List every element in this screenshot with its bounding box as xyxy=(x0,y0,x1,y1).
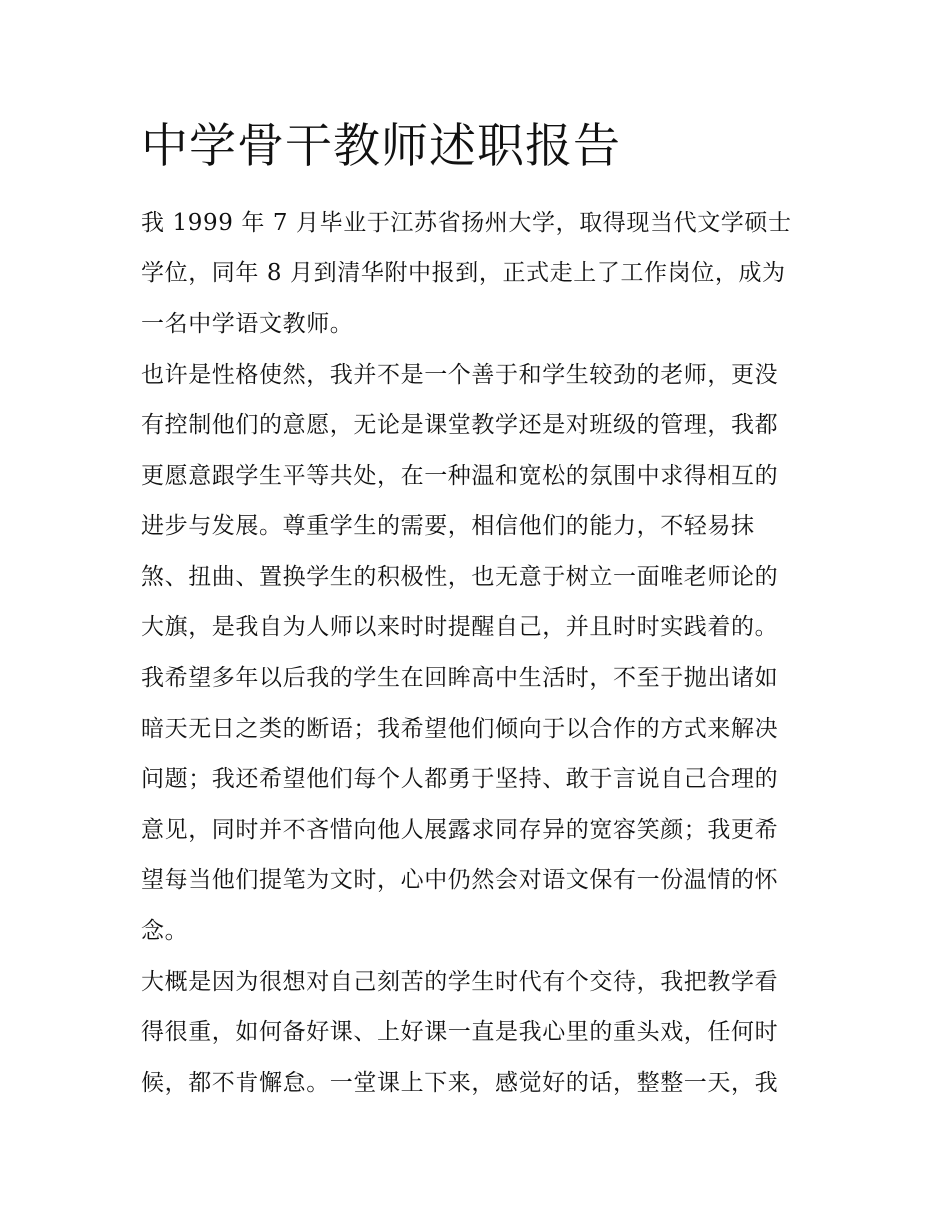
text-line: 大概是因为很想对自己刻苦的学生时代有个交待，我把教学看 xyxy=(141,969,779,995)
text-line: 我 1999 年 7 月毕业于江苏省扬州大学，取得现当代文学硕士 xyxy=(141,210,792,236)
text-line: 得很重，如何备好课、上好课一直是我心里的重头戏，任何时 xyxy=(141,1019,779,1045)
text-line: 更愿意跟学生平等共处，在一种温和宽松的氛围中求得相互的 xyxy=(141,463,779,489)
text-line: 有控制他们的意愿，无论是课堂教学还是对班级的管理，我都 xyxy=(141,412,779,438)
text-line: 煞、扭曲、置换学生的积极性，也无意于树立一面唯老师论的 xyxy=(141,564,779,590)
text-line: 学位，同年 8 月到清华附中报到，正式走上了工作岗位，成为 xyxy=(141,260,786,286)
text-line: 也许是性格使然，我并不是一个善于和学生较劲的老师，更没 xyxy=(141,362,779,388)
text-line: 大旗，是我自为人师以来时时提醒自己，并且时时实践着的。 xyxy=(141,614,779,640)
text-line: 一名中学语文教师。 xyxy=(141,311,354,337)
text-line: 问题；我还希望他们每个人都勇于坚持、敢于言说自己合理的 xyxy=(141,766,779,792)
text-line: 我希望多年以后我的学生在回眸高中生活时，不至于抛出诸如 xyxy=(141,665,779,691)
document-title: 中学骨干教师述职报告 xyxy=(141,119,621,174)
text-line: 候，都不肯懈怠。一堂课上下来，感觉好的话，整整一天，我 xyxy=(141,1070,779,1096)
text-line: 意见，同时并不吝惜向他人展露求同存异的宽容笑颜；我更希 xyxy=(141,817,779,843)
text-line: 进步与发展。尊重学生的需要，相信他们的能力，不轻易抹 xyxy=(141,513,755,539)
text-line: 望每当他们提笔为文时，心中仍然会对语文保有一份温情的怀 xyxy=(141,867,779,893)
text-line: 暗天无日之类的断语；我希望他们倾向于以合作的方式来解决 xyxy=(141,716,779,742)
text-line: 念。 xyxy=(141,918,189,944)
